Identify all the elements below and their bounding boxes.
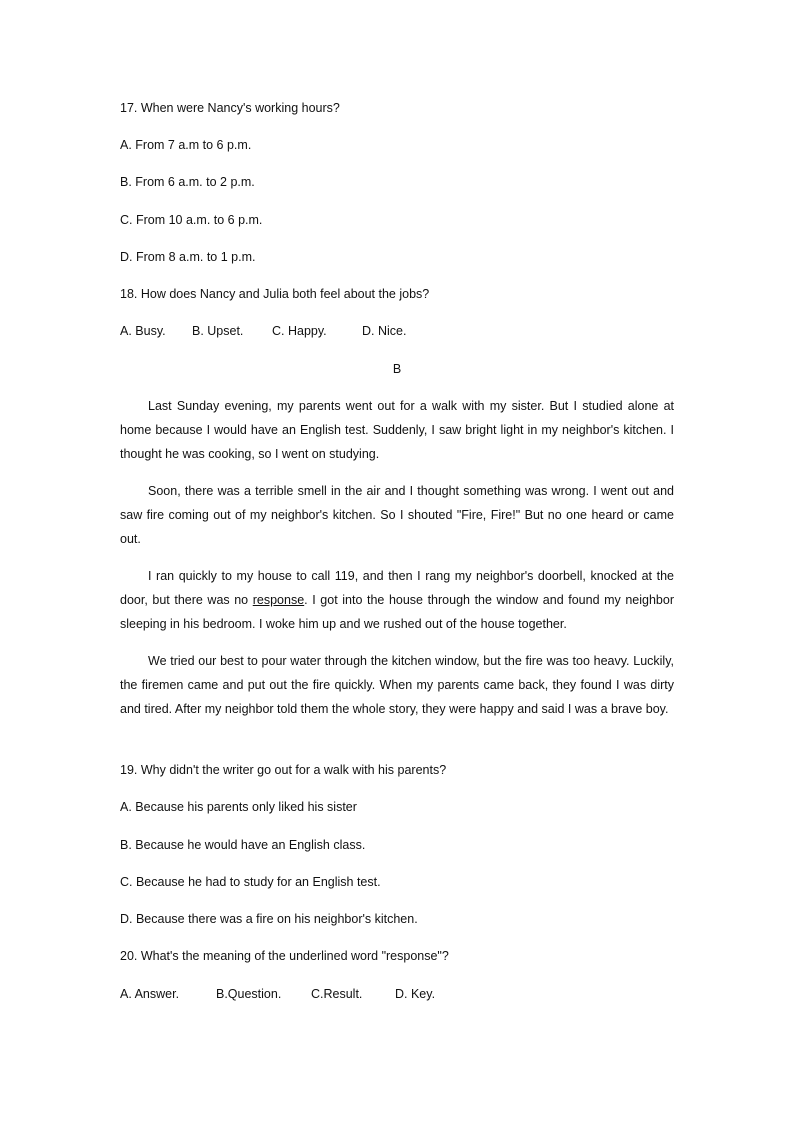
q17-option-b: B. From 6 a.m. to 2 p.m.: [120, 175, 255, 189]
q20-option-d: D. Key.: [395, 987, 436, 1001]
q20-option-a: A. Answer.: [120, 987, 180, 1001]
q18-option-a: A. Busy.: [120, 324, 166, 338]
q19-option-b: B. Because he would have an English class.: [120, 838, 366, 852]
q18-options: [120, 323, 406, 339]
q19-option-a: A. Because his parents only liked his sister: [120, 800, 357, 814]
passage-paragraph-3-start: I ran quickly to my house to call 119, and then I rang my neighbor's doorbell, knocked at the door, but there was no: [120, 569, 674, 607]
q18-option-c: C. Happy.: [272, 324, 327, 338]
q18-option-b: B. Upset.: [192, 324, 244, 338]
question-20: 20. What's the meaning of the underlined word "response"?: [120, 949, 449, 963]
q20-option-c: C.Result.: [311, 987, 363, 1001]
q17-option-a: A. From 7 a.m to 6 p.m.: [120, 138, 252, 152]
q20-option-b: B.Question.: [216, 987, 282, 1001]
q18-option-d: D. Nice.: [362, 324, 407, 338]
q17-option-d: D. From 8 a.m. to 1 p.m.: [120, 250, 256, 264]
question-17: 17. When were Nancy's working hours?: [120, 101, 340, 115]
q19-option-d: D. Because there was a fire on his neighbor's kitchen.: [120, 912, 418, 926]
question-19: 19. Why didn't the writer go out for a walk with his parents?: [120, 763, 447, 777]
passage-paragraph-3: [120, 564, 674, 636]
passage-paragraph-4: We tried our best to pour water through the kitchen window, but the fire was too heavy. Luckily, the firemen came and put out the fire quickly. When my parents came back, they found I was dirty and tired. After my neighbor told them the whole story, they were happy and said I was a brave boy.: [120, 654, 674, 716]
passage-paragraph-2: Soon, there was a terrible smell in the air and I thought something was wrong. I went out and saw fire coming out of my neighbor's kitchen. So I shouted "Fire, Fire!" But no one heard or came out.: [120, 484, 674, 546]
passage-paragraph-3-end: . I got into the house through the window and found my neighbor sleeping in his bedroom. I woke him up and we rushed out of the house together.: [120, 593, 675, 631]
section-label: B: [392, 362, 402, 376]
q20-options: [120, 986, 435, 1002]
question-18: 18. How does Nancy and Julia both feel about the jobs?: [120, 287, 430, 301]
passage-paragraph-1: Last Sunday evening, my parents went out for a walk with my sister. But I studied alone at home because I would have an English test. Suddenly, I saw bright light in my neighbor's kitchen. I thought he was cooking, so I went on studying.: [120, 399, 674, 461]
underlined-word-response: response: [252, 593, 305, 607]
q17-option-c: C. From 10 a.m. to 6 p.m.: [120, 213, 263, 227]
q19-option-c: C. Because he had to study for an English test.: [120, 875, 381, 889]
